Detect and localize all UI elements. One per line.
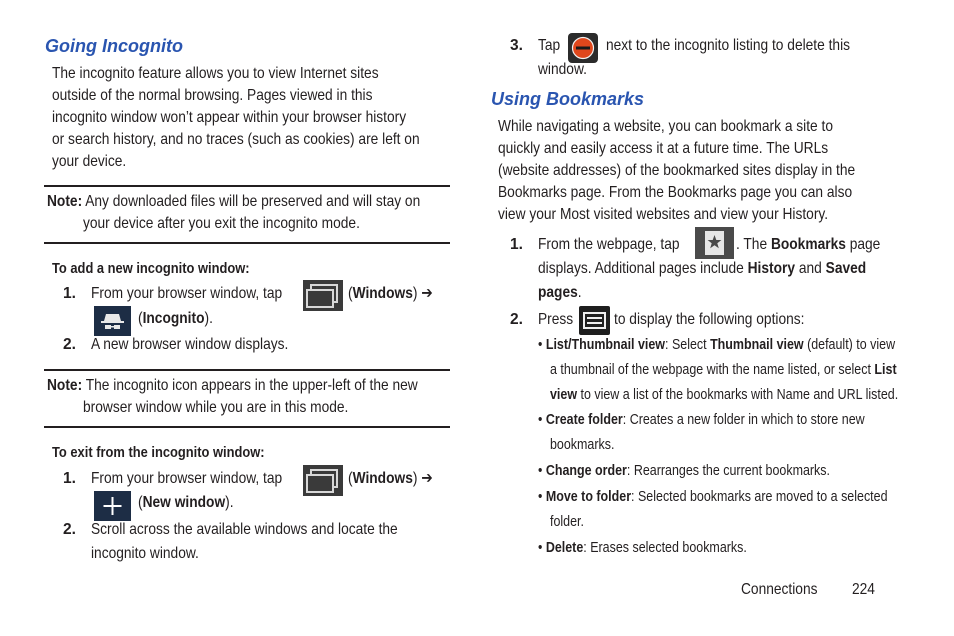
step3-text-line2: window. [538,61,587,78]
add-step1-incognito: (Incognito). [138,310,213,327]
list-item: • Change order: Rearranges the current bookmarks. [538,463,830,479]
going-incognito-intro: The incognito feature allows you to view Internet sites outside of the normal browsing. Pages viewed in this incognito window won’t appear within your browser history or search history, and no traces (such as cookies) are left on your device. [52,65,420,170]
section-heading-going-incognito: Going Incognito [45,36,183,56]
new-window-plus-icon [94,491,131,521]
step3-tap: Tap [538,37,561,54]
note-incognito-downloads: Note: Any downloaded files will be preserved and will stay on your device after you exit the incognito mode. [47,193,421,232]
note-divider-bottom [44,426,450,428]
exit-step1-text: From your browser window, tap [91,470,283,487]
bookmark-star-icon [695,227,734,259]
section-heading-using-bookmarks: Using Bookmarks [491,89,645,109]
step3-text: next to the incognito listing to delete this [606,37,851,54]
exit-step2-text: Scroll across the available windows and locate the incognito window. [91,521,398,562]
exit-incognito-title: To exit from the incognito window: [52,444,265,461]
list-item: • Create folder: Creates a new folder in which to store new bookmarks. [538,412,865,453]
step-number: 1. [63,470,76,487]
windows-icon [303,465,343,496]
bookmark-options-list: • List/Thumbnail view: Select Thumbnail view (default) to view a thumbnail of the webpage with the name listed, or select List view to view a list of the bookmarks with Name and URL listed. [538,333,954,408]
exit-step1-windows: (Windows) ➔ [348,470,433,487]
bookmark-step1-text-cont: . The Bookmarks page [736,236,881,253]
step-number: 2. [63,336,76,353]
footer-section-name: Connections [741,581,818,598]
list-item: • Delete: Erases selected bookmarks. [538,540,747,556]
step-number: 1. [510,236,523,253]
bookmark-step2-text: to display the following options: [614,311,805,328]
step-number: 3. [510,37,523,54]
bookmark-step1-line3: pages. [538,284,582,301]
note-incognito-icon: Note: The incognito icon appears in the upper-left of the new browser window while you are in this mode. [47,377,418,416]
bookmark-step2-press: Press [538,311,574,328]
add-step2-text: A new browser window displays. [91,336,289,353]
windows-icon [303,280,343,311]
add-step1-windows: (Windows) ➔ [348,285,433,302]
list-item: • List/Thumbnail view: Select Thumbnail view (default) to view [538,337,896,353]
bookmark-step1-text: From the webpage, tap [538,236,680,253]
incognito-icon [94,306,131,336]
note-divider-bottom [44,242,450,244]
list-item: • Move to folder: Selected bookmarks are moved to a selected folder. [538,489,888,530]
step-number: 2. [510,311,523,328]
note-divider-top [44,369,450,371]
note-divider-top [44,185,450,187]
exit-step1-new-window: (New window). [138,494,234,511]
bookmark-step1-line2: displays. Additional pages include History and Saved [538,260,867,277]
page-number: 224 [852,581,875,598]
menu-icon [579,306,610,335]
step-number: 2. [63,521,76,538]
step-number: 1. [63,285,76,302]
add-incognito-title: To add a new incognito window: [52,260,250,277]
add-step1-text: From your browser window, tap [91,285,283,302]
using-bookmarks-intro: While navigating a website, you can bookmark a site to quickly and easily access it at a future time. The URLs (website addresses) of the bookmarked sites display in the Bookmarks page. From the Bookmarks page you can also view your Most visited websites and view your History. [498,118,856,223]
